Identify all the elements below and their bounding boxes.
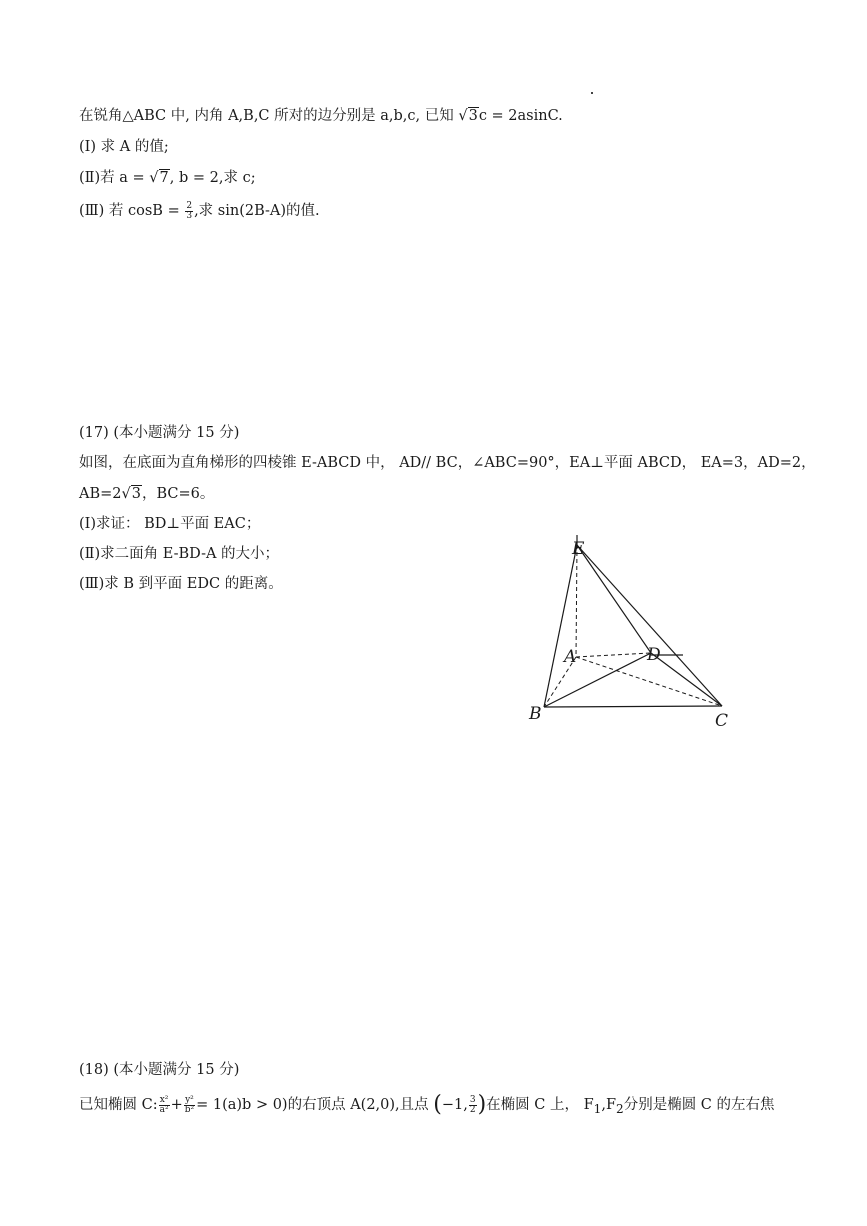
sqrt7-radical: √7 (149, 170, 169, 186)
pyramid-figure (520, 535, 740, 735)
problem16-part3 (79, 201, 320, 221)
label-a: A (564, 647, 577, 667)
point-denominator: 2 (469, 1104, 476, 1115)
scan-speck (591, 92, 593, 94)
edge-ed (577, 545, 651, 653)
sqrt3-radicand-2: 3 (131, 486, 141, 502)
problem17-header: (17) (本小题满分 15 分) (79, 425, 240, 441)
sqrt3-radical: √3 (458, 108, 478, 124)
problem16-stem (79, 106, 563, 126)
fraction-3-2 (469, 1096, 477, 1115)
sqrt3-radicand: 3 (468, 108, 478, 124)
label-b: B (529, 704, 542, 724)
stem2-text: AB=2 (79, 486, 122, 502)
b-squared: b² (184, 1104, 195, 1115)
stem2-text-end: ，BC=6。 (142, 486, 215, 502)
problem17-part3: (Ⅲ)求 B 到平面 EDC 的距离。 (79, 576, 283, 592)
hidden-edge-ea (576, 545, 577, 657)
problem17-stem-line2 (79, 484, 214, 504)
fraction-x2-a2 (159, 1096, 170, 1115)
problem16-stem-end: c = 2asinC. (478, 108, 563, 124)
part3-text: (Ⅲ) 若 cosB = (79, 203, 185, 219)
label-d: D (647, 645, 661, 665)
subscript-1: 1 (593, 1101, 602, 1116)
x-squared: x² (159, 1094, 169, 1105)
part3-text-end: ,求 sin(2B-A)的值. (194, 203, 320, 219)
fraction-denominator: 3 (186, 210, 193, 221)
ellipse-equation-rest: = 1(a)b > 0)的右顶点 A(2,0),且点 (196, 1097, 434, 1113)
fraction-y2-b2 (184, 1096, 195, 1115)
problem16-part1: (Ⅰ) 求 A 的值; (79, 139, 169, 155)
problem18-stem (79, 1092, 775, 1119)
fraction-numerator: 2 (186, 200, 193, 211)
sqrt7-radicand: 7 (159, 170, 169, 186)
plus-sign: + (170, 1097, 183, 1113)
diagonal-bd (544, 653, 651, 707)
problem17-part1: (Ⅰ)求证： BD⊥平面 EAC； (79, 516, 261, 532)
point-numerator: 3 (469, 1094, 476, 1105)
foci-text-end: 分别是椭圆 C 的左右焦 (623, 1097, 775, 1113)
problem17-part2: (Ⅱ)求二面角 E-BD-A 的大小； (79, 546, 280, 562)
foci-text: 在椭圆 C 上， F (486, 1097, 594, 1113)
a-squared: a² (159, 1104, 169, 1115)
hidden-edge-ad (576, 653, 651, 657)
subscript-2: 2 (616, 1101, 624, 1116)
edge-eb (544, 545, 577, 707)
edge-bc (544, 706, 722, 707)
sqrt3-radical-2: √3 (121, 486, 141, 502)
fraction-2-3 (185, 202, 193, 221)
problem18-header: (18) (本小题满分 15 分) (79, 1062, 240, 1078)
edge-dc (651, 653, 722, 706)
paren-close: ) (477, 1092, 487, 1117)
problem17-stem-line1: 如图，在底面为直角梯形的四棱锥 E-ABCD 中， AD// BC，∠ABC=90°，EA⊥平面 ABCD， EA=3，AD=2， (79, 455, 816, 471)
part2-text-end: , b = 2,求 c; (169, 170, 256, 186)
label-e: E (572, 539, 585, 559)
part2-text: (Ⅱ)若 a = (79, 170, 150, 186)
point-x: −1, (441, 1097, 468, 1113)
y-squared: y² (185, 1094, 194, 1105)
problem16-part2 (79, 168, 256, 188)
label-c: C (715, 711, 729, 731)
problem16-stem-text: 在锐角△ABC 中, 内角 A,B,C 所对的边分别是 a,b,c, 已知 (79, 108, 459, 124)
paren-open: ( (433, 1092, 442, 1117)
ellipse-text: 已知椭圆 C: (79, 1097, 158, 1113)
foci-comma: ,F (601, 1097, 617, 1113)
